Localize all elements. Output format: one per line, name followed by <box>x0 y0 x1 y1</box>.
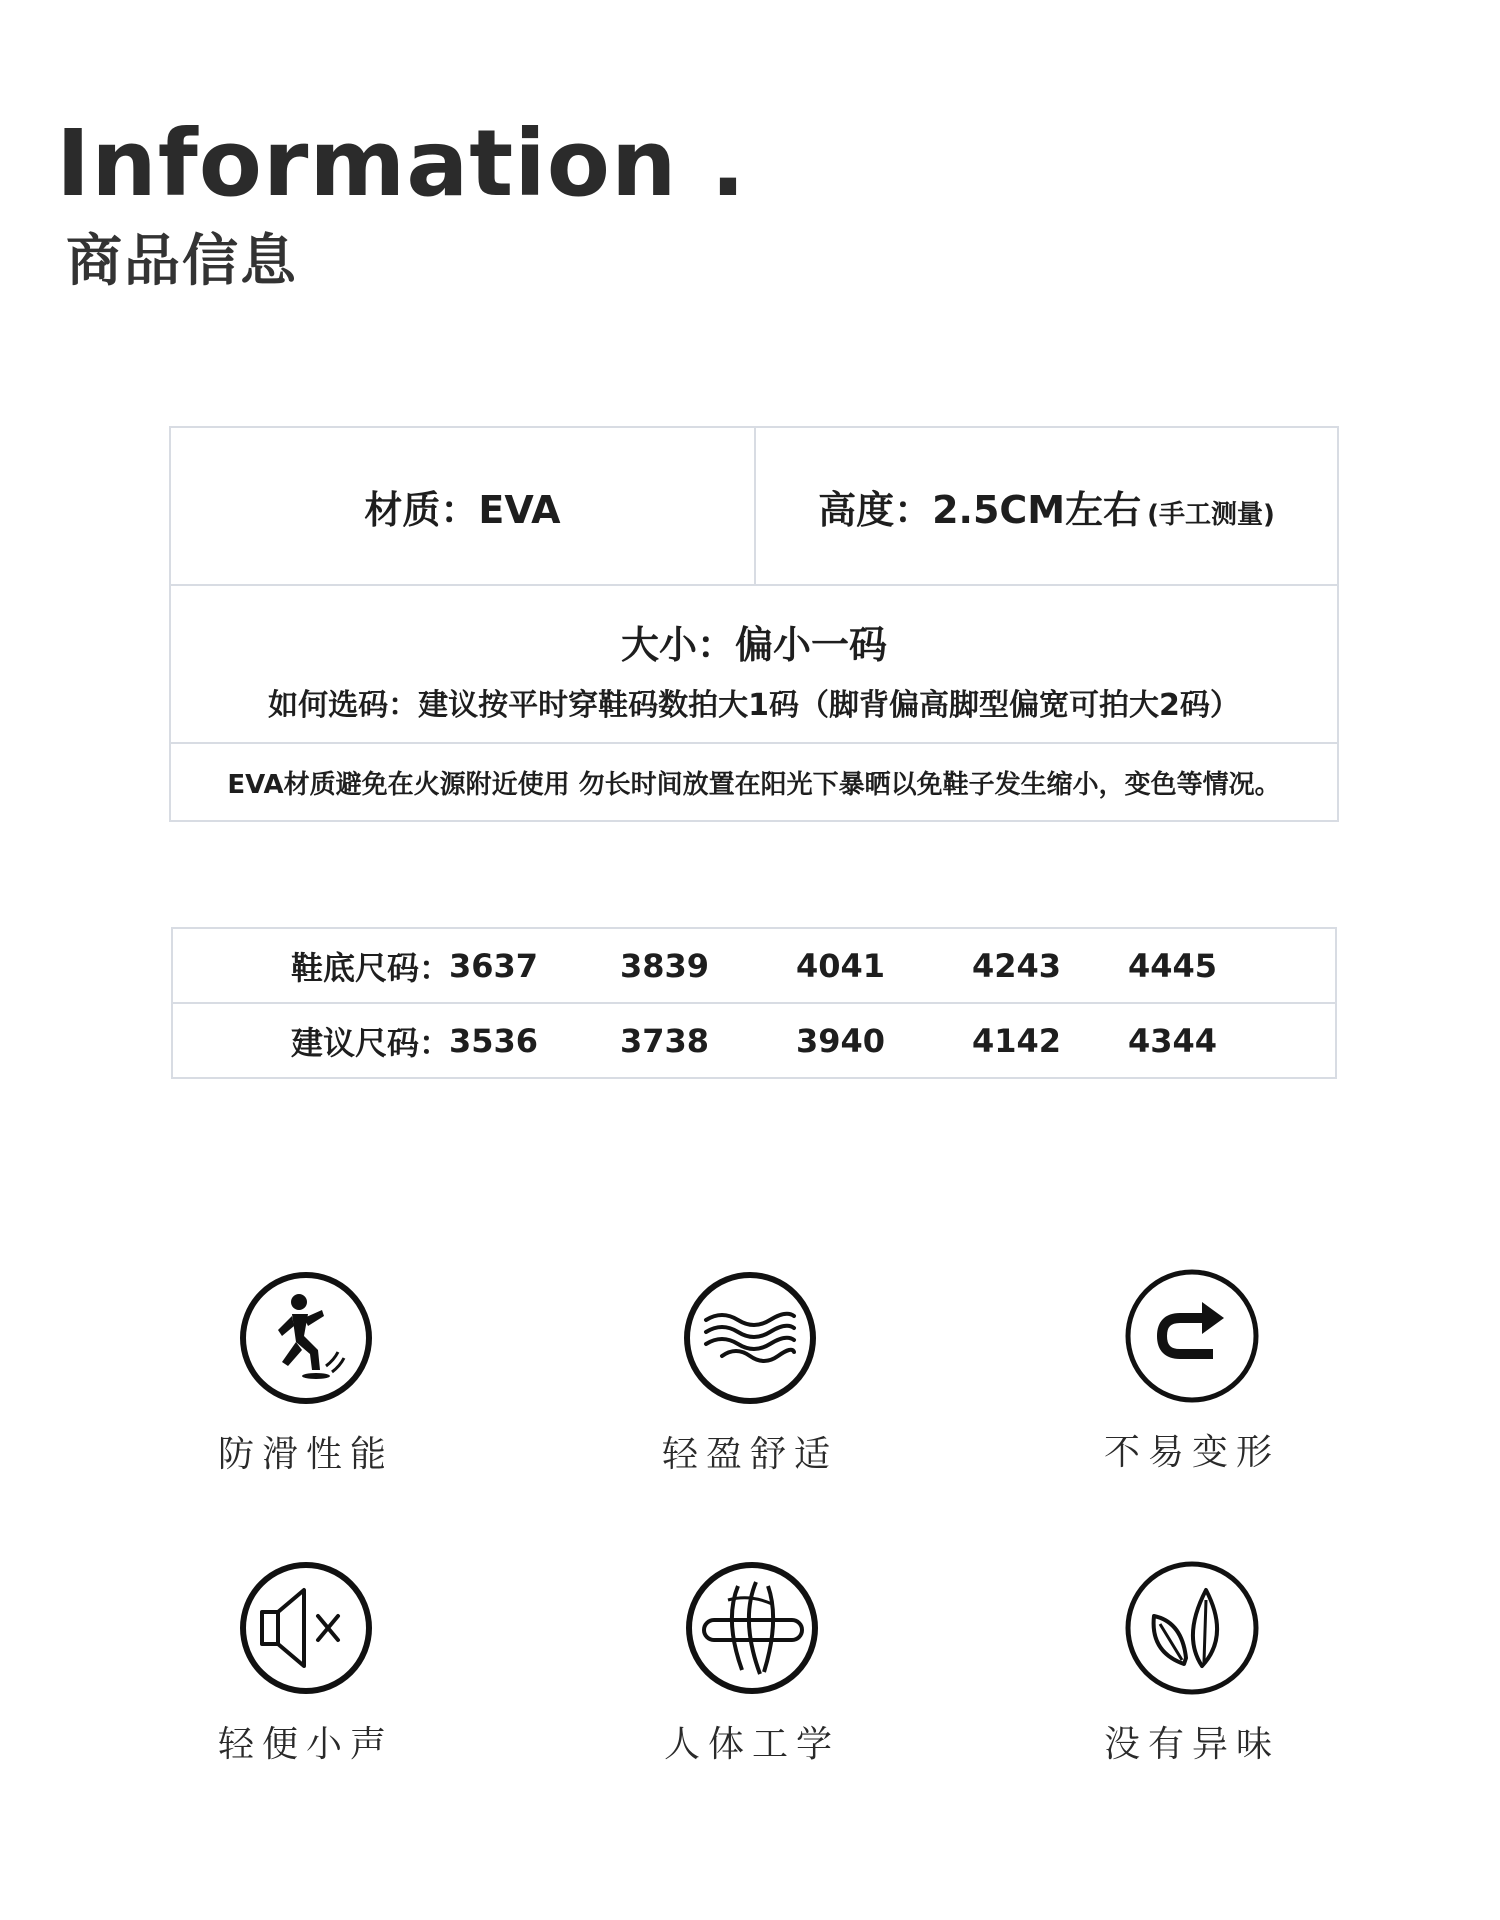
material-text: 材质：EVA <box>364 487 561 532</box>
leaf-icon <box>1124 1560 1260 1696</box>
size-table <box>171 927 1337 1079</box>
size-value: 4344 <box>1128 1021 1218 1060</box>
feature-label: 轻盈舒适 <box>661 1434 838 1475</box>
anti-slip-icon <box>238 1270 374 1406</box>
height-note: (手工测量) <box>1147 499 1275 530</box>
light-wave-icon <box>682 1270 818 1406</box>
size-text: 大小：偏小一码 <box>620 623 887 667</box>
size-value: 3536 <box>449 1021 539 1060</box>
size-value: 3738 <box>620 1021 710 1060</box>
feature-anti-slip <box>186 1270 426 1477</box>
info-table <box>169 426 1339 822</box>
info-row-material-height <box>171 428 1337 586</box>
size-value: 3839 <box>620 946 710 985</box>
height-cell <box>756 428 1337 584</box>
feature-no-odor <box>1072 1560 1312 1767</box>
warning-text: EVA材质避免在火源附近使用 勿长时间放置在阳光下暴晒以免鞋子发生缩小，变色等情况。 <box>227 769 1281 800</box>
page-title-cn: 商品信息 <box>66 229 298 294</box>
ergonomic-icon <box>684 1560 820 1696</box>
feature-label: 没有异味 <box>1103 1724 1280 1765</box>
how-to-choose-text: 如何选码：建议按平时穿鞋码数拍大1码（脚背偏高脚型偏宽可拍大2码） <box>268 688 1240 723</box>
feature-ergonomic <box>632 1560 872 1767</box>
feature-label: 不易变形 <box>1103 1432 1280 1473</box>
height-text: 高度：2.5CM左右 <box>818 487 1142 532</box>
feature-label: 防滑性能 <box>217 1434 394 1475</box>
info-row-size <box>171 586 1337 744</box>
no-deform-arrow-icon <box>1124 1268 1260 1404</box>
page-title-en: Information . <box>56 110 747 217</box>
row-label-suggested-size: 建议尺码： <box>291 1023 452 1062</box>
table-row <box>173 1004 1335 1079</box>
feature-label: 人体工学 <box>663 1724 840 1765</box>
size-value: 4142 <box>972 1021 1062 1060</box>
feature-quiet <box>186 1560 426 1767</box>
mute-speaker-icon <box>238 1560 374 1696</box>
size-value: 4243 <box>972 946 1062 985</box>
row-label-sole-size: 鞋底尺码： <box>291 948 452 987</box>
feature-light-comfort <box>630 1270 870 1477</box>
feature-no-deform <box>1072 1268 1312 1475</box>
size-value: 4445 <box>1128 946 1218 985</box>
feature-label: 轻便小声 <box>217 1724 394 1765</box>
table-row <box>173 929 1335 1004</box>
size-value: 4041 <box>796 946 886 985</box>
size-value: 3940 <box>796 1021 886 1060</box>
size-value: 3637 <box>449 946 539 985</box>
material-cell <box>171 428 756 584</box>
